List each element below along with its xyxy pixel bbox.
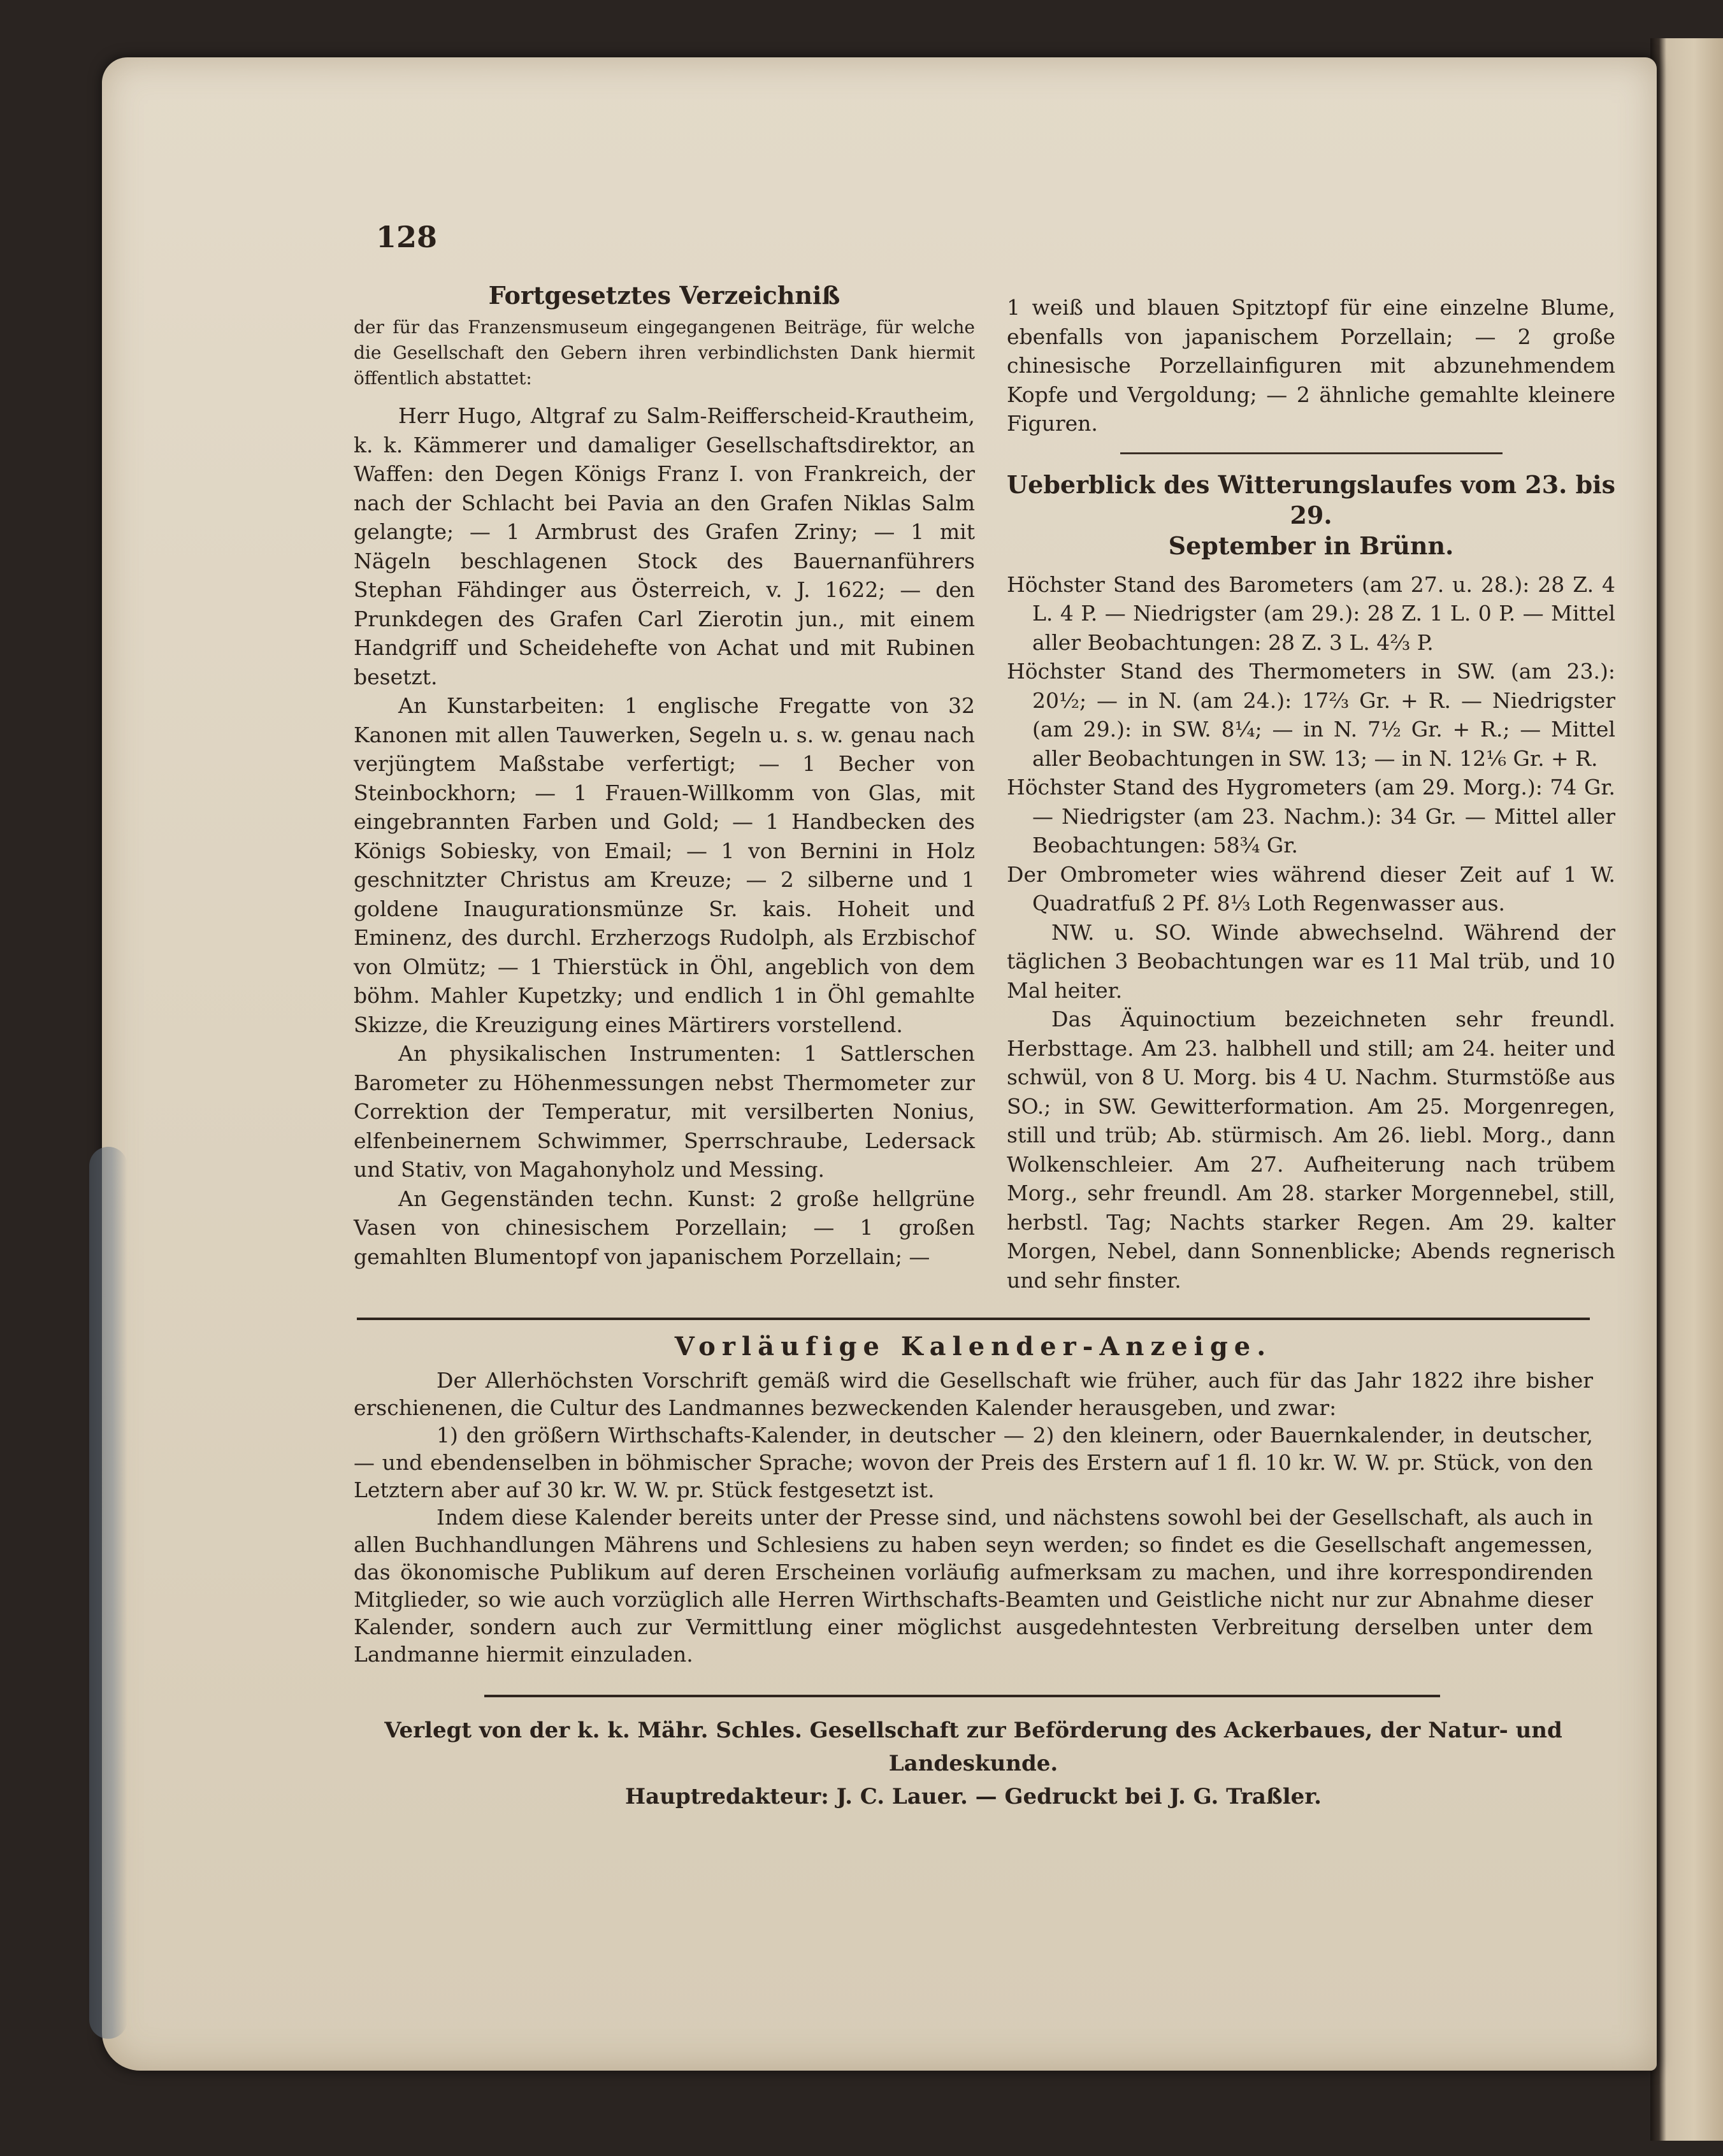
weather-paragraph: Das Äquinoctium bezeichneten sehr freundl. Herbsttage. Am 23. halbhell und still; am 24. heiter und schwül, von 8 U. Morg. bis 4 U. Nachm. Sturmstöße aus SO.; in SW. Gewitterformation. Am 25. Morgenregen, still und trüb; Ab. stürmisch. Am 26. liebl. Morg., dann Wolkenschleier. Am 27. Aufheiterung nach trübem Morg., sehr freundl. Am 28. starker Morgennebel, still, herbstl. Tag; Nachts starker Regen. Am 29. kalter Morgen, Nebel, dann Sonnenblicke; Abends regnerisch und sehr finster. (1007, 1007, 1615, 1293)
right-column (1007, 293, 1615, 1295)
imprint (354, 1714, 1593, 1813)
page-edge-stain (89, 1147, 127, 2039)
weather-paragraph: Der Ombrometer wies während dieser Zeit auf 1 W. Quadratfuß 2 Pf. 8⅓ Loth Regenwasser aus. (1007, 861, 1615, 916)
weather-paragraph: NW. u. SO. Winde abwechselnd. Während der täglichen 3 Beobachtungen war es 11 Mal trüb, und 10 Mal heiter. (1007, 919, 1615, 1003)
donations-subheading: der für das Franzensmuseum eingegangenen Beiträge, für welche die Gesellschaft den Gebern ihren verbindlichsten Dank hiermit öffentlich abstattet: (354, 317, 975, 389)
donation-paragraph: An Gegenständen techn. Kunst: 2 große hellgrüne Vasen von chinesischem Porzellain; — 1 großen gemahlten Blumentopf von japanischem Porzellain; — (354, 1186, 975, 1269)
full-width-divider (357, 1318, 1590, 1320)
imprint-divider (484, 1695, 1440, 1697)
announcement-paragraph: Der Allerhöchsten Vorschrift gemäß wird die Gesellschaft wie früher, auch für das Jahr 1822 ihre bisher erschienenen, die Cultur des Landmannes bezweckenden Kalender herausgeben, und zwar: (354, 1368, 1593, 1420)
donations-heading: Fortgesetztes Verzeichniß (488, 281, 840, 310)
donation-paragraph: Herr Hugo, Altgraf zu Salm-Reifferscheid-Krautheim, k. k. Kämmerer und damaliger Gesellschaftsdirektor, an Waffen: den Degen Königs Franz I. von Frankreich, der nach der Schlacht bei Pavia an den Grafen Niklas Salm gelangte; — 1 Armbrust des Grafen Zriny; — 1 mit Nägeln beschlagenen Stock des Bauernanführers Stephan Fähdinger aus Österreich, v. J. 1622; — den Prunkdegen des Grafen Carl Zierotin jun., mit einem Handgriff und Scheidehefte von Achat und mit Rubinen besetzt. (354, 403, 975, 689)
donation-paragraph: An physikalischen Instrumenten: 1 Sattlerschen Barometer zu Höhenmessungen nebst Thermometer zur Correktion der Temperatur, mit versilberten Nonius, elfenbeinernem Schwimmer, Sperrschraube, Ledersack und Stativ, von Magahonyholz und Messing. (354, 1041, 975, 1182)
editor-printer-line: Hauptredakteur: J. C. Lauer. — Gedruckt bei J. G. Traßler. (625, 1784, 1322, 1809)
publisher-line: Verlegt von der k. k. Mähr. Schles. Gesellschaft zur Beförderung des Ackerbaues, der Natur- und Landeskunde. (384, 1718, 1562, 1776)
donation-paragraph: An Kunstarbeiten: 1 englische Fregatte von 32 Kanonen mit allen Tauwerken, Segeln u. s. w. genau nach verjüngtem Maßstabe verfertigt; — 1 Becher von Steinbockhorn; — 1 Frauen-Willkomm von Glas, mit eingebrannten Farben und Gold; — 1 Handbecken des Königs Sobiesky, von Email; — 1 von Bernini in Holz geschnitzter Christus am Kreuze; — 2 silberne und 1 goldene Inaugurationsmünze Sr. kais. Hoheit und Eminenz, des durchl. Erzherzogs Rudolph, als Erzbischof von Olmütz; — 1 Thierstück in Öhl, angeblich von dem böhm. Mahler Kupetzky; und endlich 1 in Öhl gemahlte Skizze, die Kreuzigung eines Märtirers vorstellend. (354, 693, 975, 1037)
announcement-paragraph: Indem diese Kalender bereits unter der Presse sind, und nächstens sowohl bei der Gesellschaft, als auch in allen Buchhandlungen Mährens und Schlesiens zu haben seyn werden; so findet es die Gesellschaft angemessen, das ökonomische Publikum auf deren Erscheinen vorläufig aufmerksam zu machen, und ihre korrespondirenden Mitglieder, so wie auch vorzüglich alle Herren Wirthschafts-Beamten und Geistliche nicht nur zur Abnahme dieser Kalender, sondern auch zur Vermittlung einer möglichst ausgedehntesten Verbreitung derselben unter dem Landmanne hiermit einzuladen. (354, 1505, 1593, 1667)
announcement-title: Vorläufige Kalender-Anzeige. (674, 1332, 1272, 1362)
calendar-announcement (354, 1332, 1593, 1668)
weather-heading-line1: Ueberblick des Witterungslaufes vom 23. bis 29. (1007, 470, 1615, 529)
weather-paragraph: Höchster Stand des Barometers (am 27. u. 28.): 28 Z. 4 L. 4 P. — Niedrigster (am 29.): 28 Z. 1 L. 0 P. — Mittel aller Beobachtungen: 28 Z. 3 L. 4⅔ P. (1007, 571, 1615, 655)
weather-paragraph: Höchster Stand des Thermometers in SW. (am 23.): 20½; — in N. (am 24.): 17⅔ Gr. + R. — Niedrigster (am 29.): in SW. 8¼; — in N. 7½ Gr. + R.; — Mittel aller Beobachtungen in SW. 13; — in N. 12⅙ Gr. + R. (1007, 659, 1615, 771)
donation-continuation: 1 weiß und blauen Spitztopf für eine einzelne Blume, ebenfalls von japanischem Porzellain; — 2 große chinesische Porzellainfiguren mit abzunehmendem Kopfe und Vergoldung; — 2 ähnliche gemahlte kleinere Figuren. (1007, 295, 1615, 436)
adjacent-page-edge (1650, 38, 1723, 2141)
page-number: 128 (376, 220, 438, 254)
weather-heading-line2: September in Brünn. (1168, 531, 1454, 560)
announcement-paragraph: 1) den größern Wirthschafts-Kalender, in deutscher — 2) den kleinern, oder Bauernkalender, in deutscher, — und ebendenselben in böhmischer Sprache; wovon der Preis des Erstern auf 1 fl. 10 kr. W. W. pr. Stück, von den Letztern aber auf 30 kr. W. W. pr. Stück festgesetzt ist. (354, 1423, 1593, 1502)
weather-paragraph: Höchster Stand des Hygrometers (am 29. Morg.): 74 Gr. — Niedrigster (am 23. Nachm.): 34 Gr. — Mittel aller Beobachtungen: 58¾ Gr. (1007, 775, 1615, 858)
left-column (354, 280, 975, 1271)
section-divider (1120, 452, 1503, 454)
